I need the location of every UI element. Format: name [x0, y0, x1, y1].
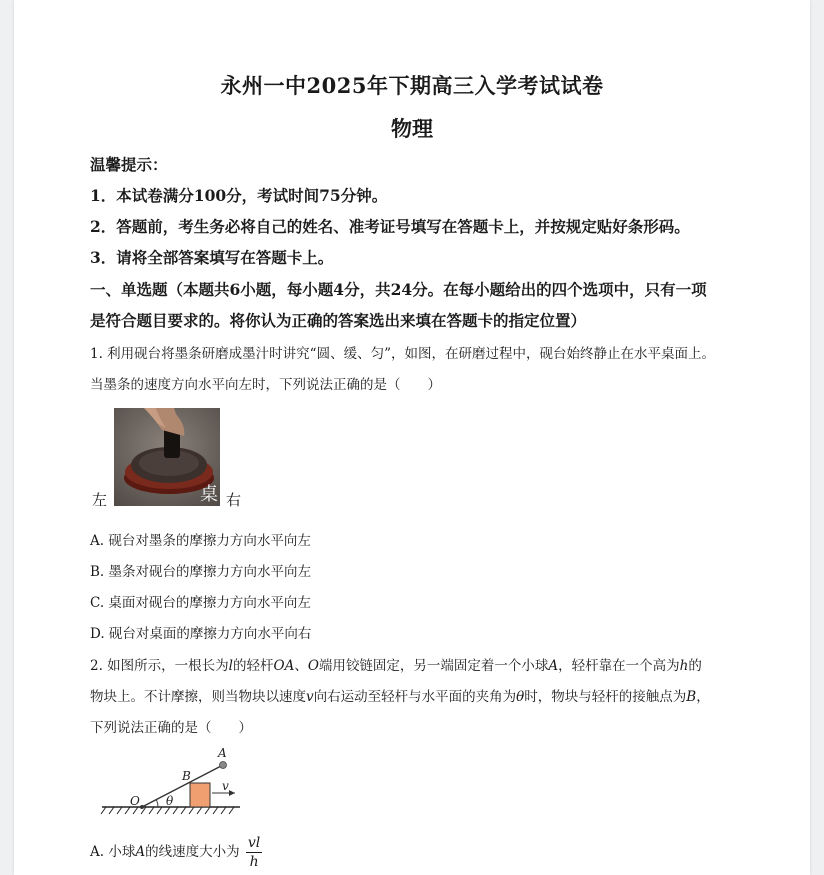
section-heading-line-1: 一、单选题（本题共6小题，每小题4分，共24分。在每小题给出的四个选项中，只有一项: [90, 280, 707, 299]
q1-stem-line-1: 1. 利用砚台将墨条研磨成墨汁时讲究“圆、缓、匀”，如图，在研磨过程中，砚台始终静止在水平桌面上。: [90, 346, 715, 362]
q1-option-d: D. 砚台对桌面的摩擦力方向水平向右: [90, 626, 312, 642]
photo-label-right: 右: [226, 491, 242, 509]
label-b: B: [182, 769, 191, 783]
label-v: v: [222, 779, 229, 793]
q2-stem-line-3: 下列说法正确的是（ ）: [90, 720, 252, 736]
exam-subject: 物理: [391, 116, 433, 141]
section-heading-line-2: 是符合题目要求的。将你认为正确的答案选出来填在答题卡的指定位置）: [90, 311, 587, 330]
photo-label-table: 桌: [200, 484, 218, 505]
q1-option-c: C. 桌面对砚台的摩擦力方向水平向左: [90, 595, 311, 611]
exam-page: [14, 0, 810, 875]
q2-stem-line-1: 2. 如图所示，一根长为l的轻杆OA、O端用铰链固定，另一端固定着一个小球A，轻杆靠在一个高为h的: [90, 658, 702, 674]
q1-option-b: B. 墨条对砚台的摩擦力方向水平向左: [90, 564, 312, 580]
exam-title: 永州一中2025年下期高三入学考试试卷: [220, 73, 604, 98]
label-theta: θ: [166, 794, 174, 808]
photo-label-left: 左: [92, 491, 108, 509]
q2-option-a: A. 小球A的线速度大小为 $\frac{vl}{h}$: [90, 835, 261, 870]
ball-a: [220, 762, 227, 769]
velocity-fraction: $\frac{vl}{h}$: [247, 835, 261, 870]
inkstone-photo: [114, 408, 220, 506]
q1-option-a: A. 砚台对墨条的摩擦力方向水平向左: [90, 533, 311, 549]
rod-block-diagram: [100, 745, 250, 820]
q1-stem-line-2: 当墨条的速度方向水平向左时，下列说法正确的是（ ）: [90, 377, 441, 393]
q2-stem-line-2: 物块上。不计摩擦，则当物块以速度v向右运动至轻杆与水平面的夹角为θ时，物块与轻杆的接触点为B，: [90, 689, 710, 705]
notice-heading: 温馨提示：: [90, 155, 168, 174]
label-o: O: [130, 794, 140, 808]
block-shape: [190, 783, 210, 807]
label-a: A: [218, 746, 227, 760]
notice-item-1: 1．本试卷满分100分，考试时间75分钟。: [90, 186, 388, 205]
notice-item-2: 2．答题前，考生务必将自己的姓名、准考证号填写在答题卡上，并按规定贴好条形码。: [90, 217, 690, 236]
notice-item-3: 3．请将全部答案填写在答题卡上。: [90, 248, 334, 267]
